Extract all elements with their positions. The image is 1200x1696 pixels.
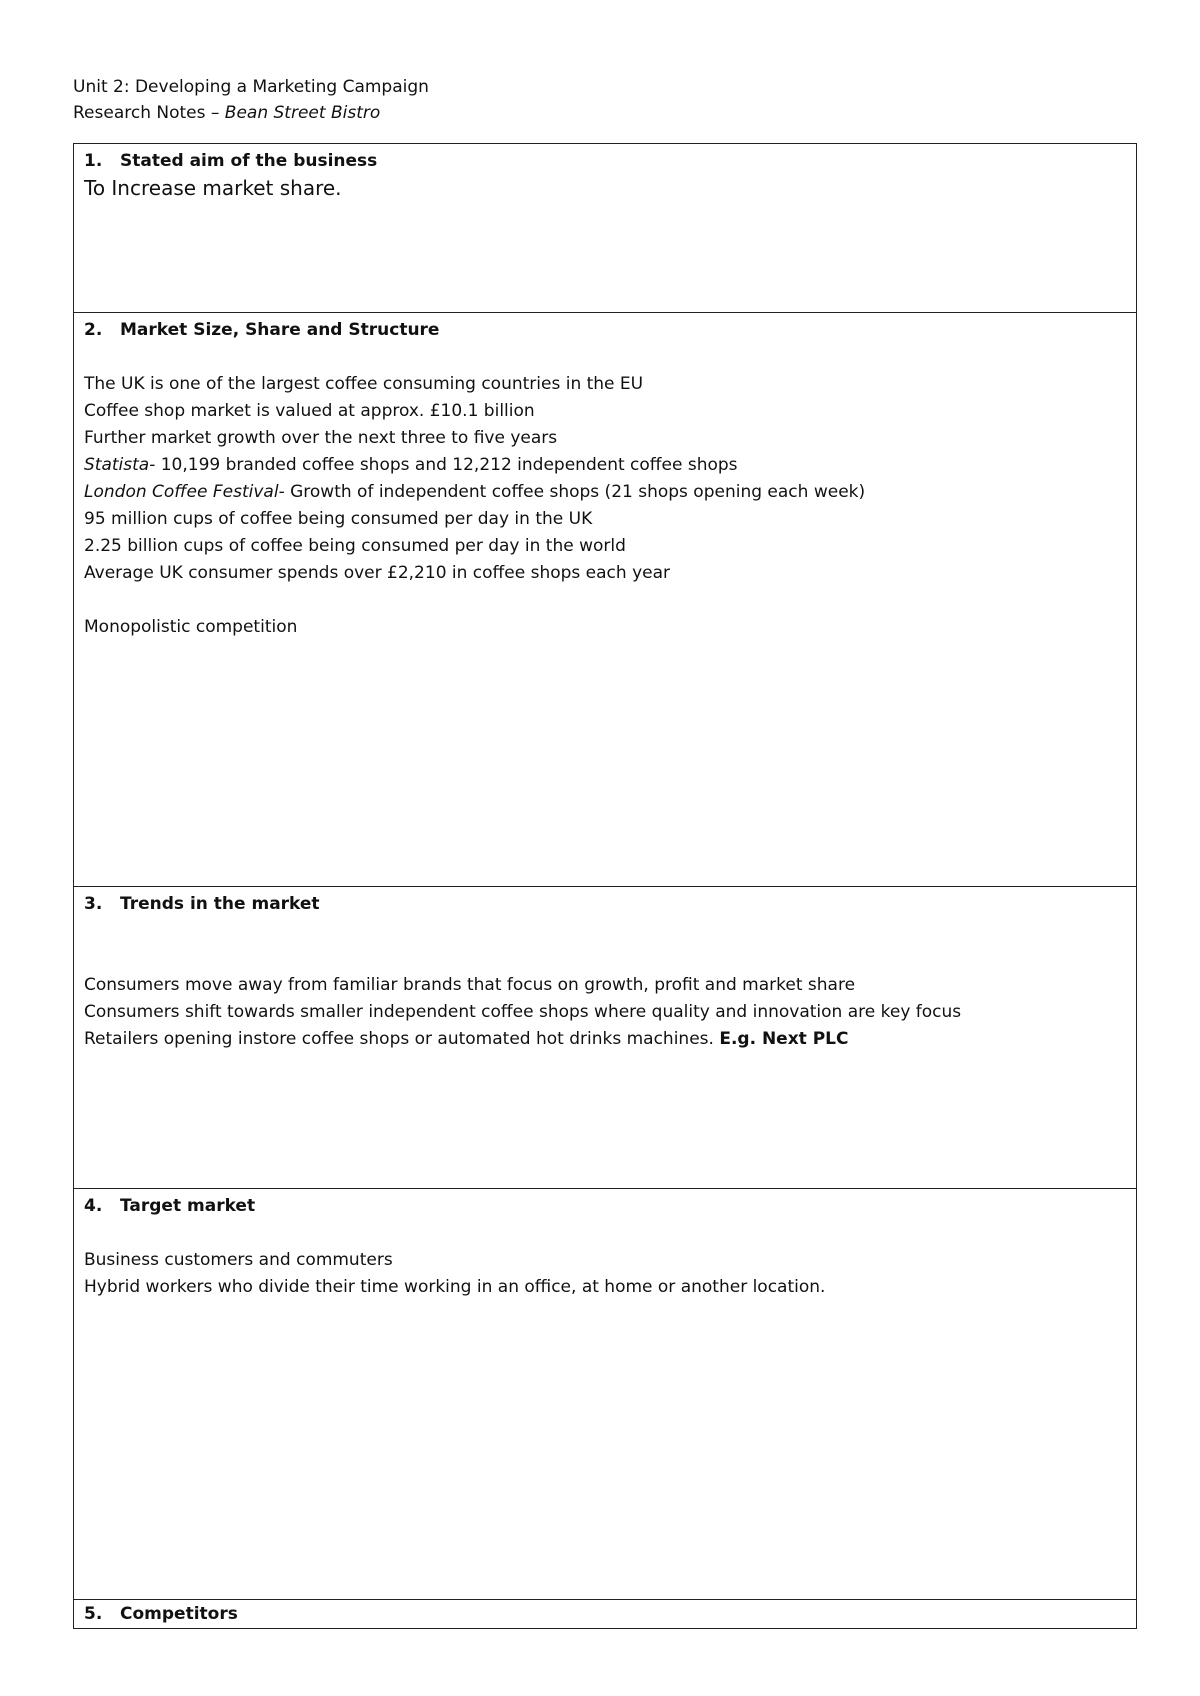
note-line: Hybrid workers who divide their time working in an office, at home or another location. [84,1277,826,1297]
section-title: Stated aim of the business [120,151,378,171]
section-heading [84,1601,1126,1628]
unit-title: Unit 2: Developing a Marketing Campaign [73,77,429,97]
note-line: Consumers shift towards smaller independent coffee shops where quality and innovation are key focus [84,1002,962,1022]
festival-note [84,479,1126,506]
section-heading [84,1193,1126,1220]
note-line: Consumers move away from familiar brands that focus on growth, profit and market share [84,975,856,995]
business-name: Bean Street Bistro [224,103,381,123]
section-title: Competitors [120,1604,238,1624]
retail-note [84,1026,1126,1053]
note-line: 2.25 billion cups of coffee being consumed per day in the world [84,536,626,556]
section-competitors-cell [74,1600,1137,1629]
section-heading [84,317,1126,344]
note-line: Coffee shop market is valued at approx. £10.1 billion [84,401,535,421]
research-notes-label: Research Notes – [73,103,225,123]
source-name: Statista [84,455,150,475]
section-heading [84,891,1126,918]
section-title: Market Size, Share and Structure [120,320,440,340]
source-name: London Coffee Festival [84,482,279,502]
note-line: The UK is one of the largest coffee consuming countries in the EU [84,374,644,394]
section-aim-cell [74,144,1137,313]
section-number: 2. [84,320,103,340]
section-target-market [74,1189,1137,1600]
document-header [73,74,429,126]
section-trends [74,887,1137,1189]
section-competitors [74,1600,1137,1629]
section-market-size-cell [74,313,1137,887]
aim-text: To Increase market share. [84,176,342,200]
statista-note [84,452,1126,479]
section-title: Trends in the market [120,894,320,914]
note-line: Further market growth over the next three to five years [84,428,558,448]
section-title: Target market [120,1196,256,1216]
research-notes-title [73,100,429,126]
section-number: 5. [84,1604,103,1624]
source-text: - 10,199 branded coffee shops and 12,212 independent coffee shops [149,455,738,475]
market-structure: Monopolistic competition [84,617,298,637]
section-market-size [74,313,1137,887]
section-aim [74,144,1137,313]
section-number: 4. [84,1196,103,1216]
note-line: Business customers and commuters [84,1250,393,1270]
section-number: 3. [84,894,103,914]
retail-example: E.g. Next PLC [719,1029,849,1049]
section-target-market-cell [74,1189,1137,1600]
source-text: - Growth of independent coffee shops (21 shops opening each week) [278,482,866,502]
section-trends-cell [74,887,1137,1189]
research-notes-table [73,143,1137,1629]
note-line: Average UK consumer spends over £2,210 in coffee shops each year [84,563,671,583]
section-number: 1. [84,151,103,171]
retail-text: Retailers opening instore coffee shops or automated hot drinks machines. [84,1029,720,1049]
section-heading [84,148,1126,175]
note-line: 95 million cups of coffee being consumed per day in the UK [84,509,593,529]
